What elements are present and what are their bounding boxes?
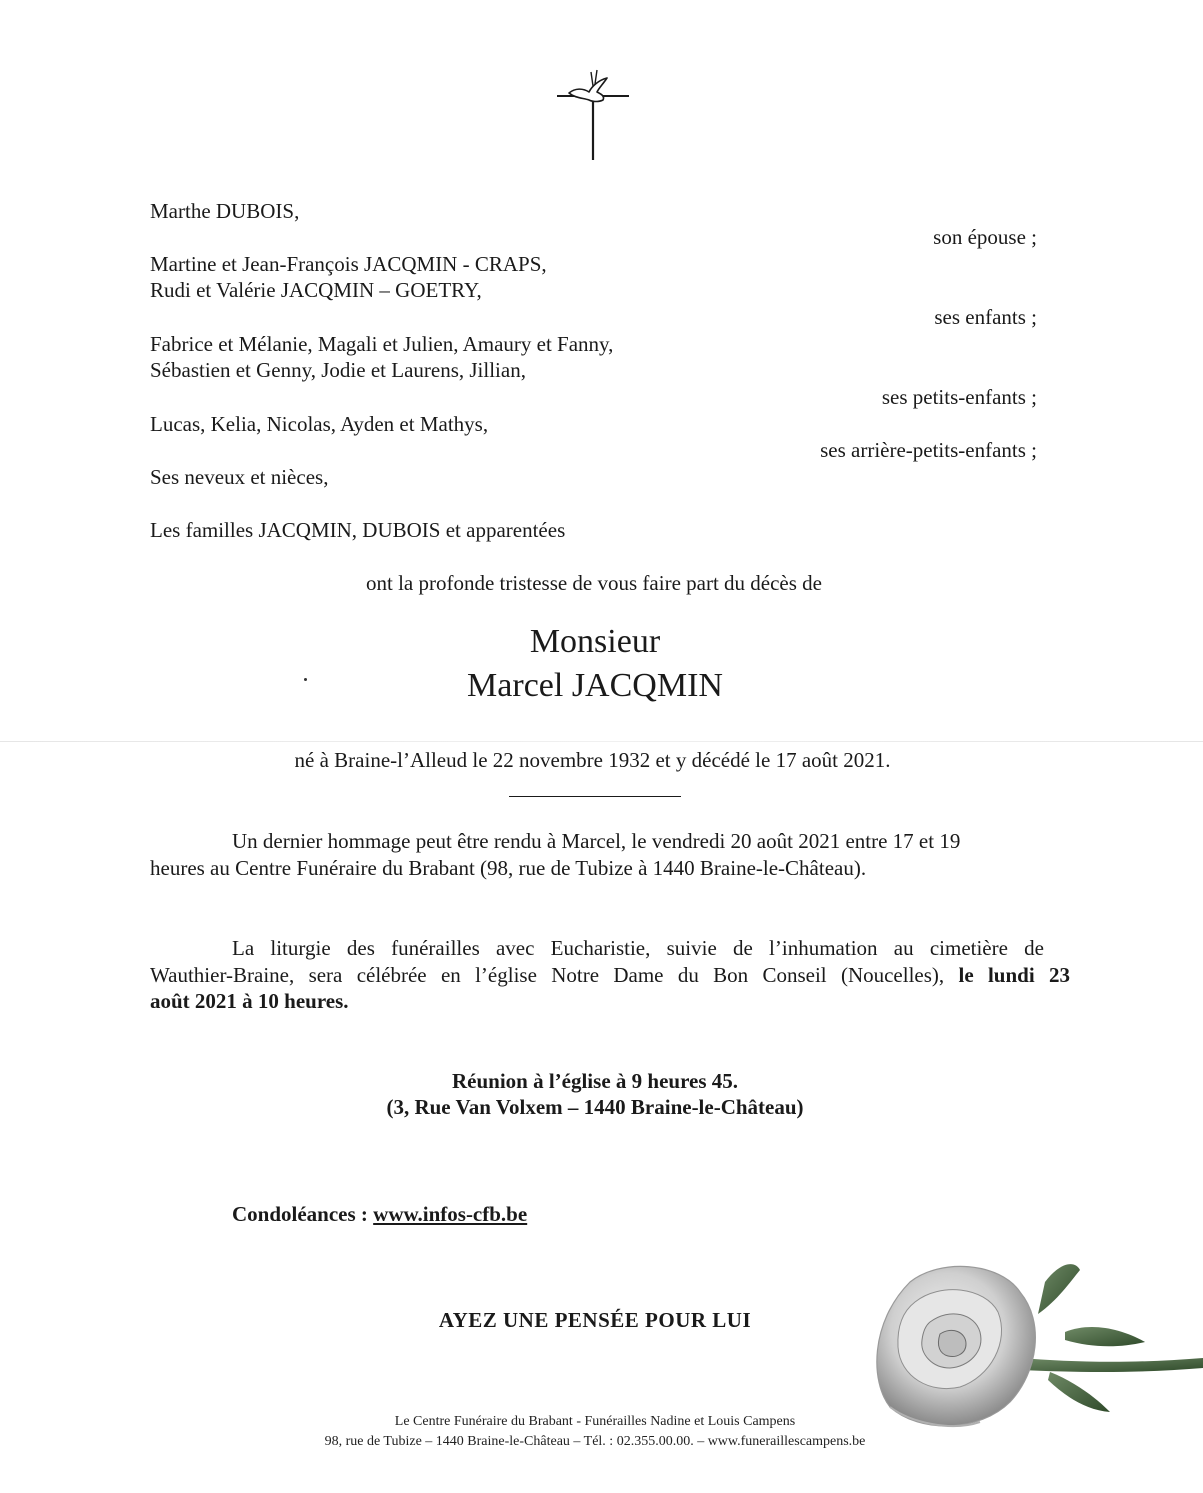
grandchildren-line-2: Sébastien et Genny, Jodie et Laurens, Jillian, (150, 358, 526, 382)
nephews-nieces: Ses neveux et nièces, (150, 465, 329, 489)
condolences-link[interactable]: www.infos-cfb.be (373, 1202, 528, 1226)
children-role: ses enfants ; (934, 305, 1037, 329)
children-line-2: Rudi et Valérie JACQMIN – GOETRY, (150, 278, 482, 302)
ink-speck (304, 678, 307, 681)
meeting-line-1: Réunion à l’église à 9 heures 45. (451, 1069, 739, 1093)
related-families: Les familles JACQMIN, DUBOIS et apparentées (150, 518, 566, 542)
liturgy-line-2 (150, 962, 1070, 988)
separator-line (509, 796, 681, 797)
great-grandchildren-role: ses arrière-petits-enfants ; (820, 438, 1037, 462)
condolences-label: Condoléances : (232, 1202, 368, 1226)
footer-line-2: 98, rue de Tubize – 1440 Braine-le-Château – Tél. : 02.355.00.00. – www.funeraillescampens.be (324, 1434, 866, 1449)
grandchildren-role: ses petits-enfants ; (881, 385, 1037, 409)
meeting-line-2: (3, Rue Van Volxem – 1440 Braine-le-Château) (386, 1095, 804, 1119)
cross-with-dove-icon (555, 66, 631, 162)
deceased-name: Marcel JACQMIN (467, 667, 723, 704)
fold-line (0, 741, 1203, 742)
homage-line-2: heures au Centre Funéraire du Brabant (98, rue de Tubize à 1440 Braine-le-Château). (150, 856, 867, 880)
grandchildren-line-1: Fabrice et Mélanie, Magali et Julien, Amaury et Fanny, (150, 332, 614, 356)
children-line-1: Martine et Jean-François JACQMIN - CRAPS, (150, 252, 547, 276)
homage-line-1: Un dernier hommage peut être rendu à Marcel, le vendredi 20 août 2021 entre 17 et 19 (232, 829, 961, 853)
liturgy-date-bold: le lundi 23 (958, 963, 1071, 987)
deceased-title: Monsieur (529, 623, 661, 660)
birth-death-line: né à Braine-l’Alleud le 22 novembre 1932 et y décédé le 17 août 2021. (294, 748, 891, 772)
condolences-line (232, 1201, 527, 1227)
spouse-name: Marthe DUBOIS, (150, 199, 300, 223)
liturgy-time-bold: août 2021 à 10 heures. (150, 989, 349, 1013)
spouse-role: son épouse ; (933, 225, 1037, 249)
liturgy-line-2-text: Wauthier-Braine, sera célébrée en l’église Notre Dame du Bon Conseil (Noucelles), (150, 963, 945, 987)
great-grandchildren: Lucas, Kelia, Nicolas, Ayden et Mathys, (150, 412, 489, 436)
liturgy-line-1: La liturgie des funérailles avec Eucharistie, suivie de l’inhumation au cimetière de (232, 936, 1044, 960)
closing-text: AYEZ UNE PENSÉE POUR LUI (438, 1308, 752, 1332)
footer-line-1: Le Centre Funéraire du Brabant - Funérailles Nadine et Louis Campens (394, 1414, 796, 1429)
announcement-text: ont la profonde tristesse de vous faire part du décès de (365, 571, 822, 595)
